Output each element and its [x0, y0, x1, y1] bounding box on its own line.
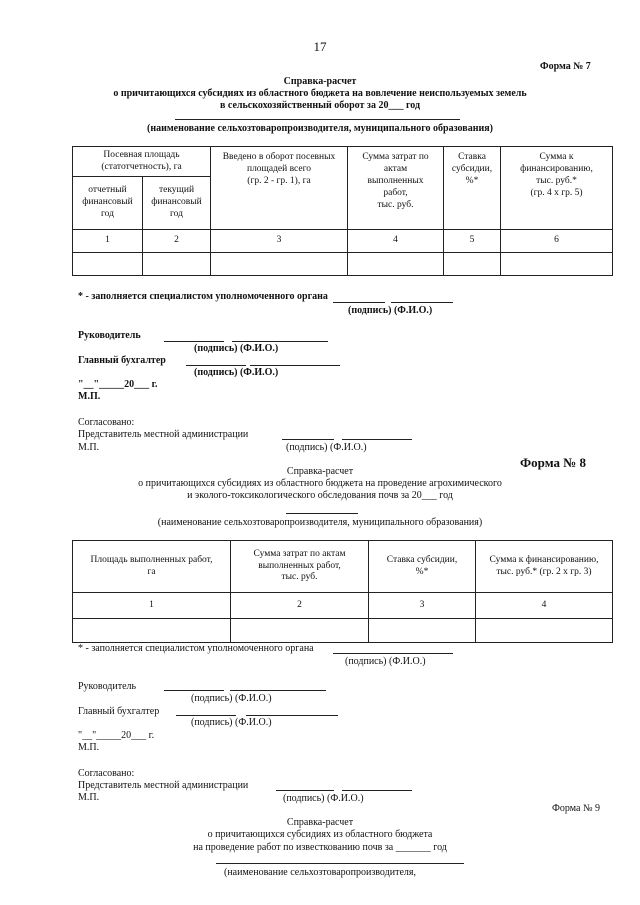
- form7-header-prev-year: отчетный финансовый год: [73, 177, 143, 230]
- form7-header-curr-year: текущий финансовый год: [143, 177, 211, 230]
- form8-title: Справка-расчет: [286, 466, 354, 477]
- form8-acc-sign-line[interactable]: [176, 715, 236, 716]
- form7-date: "__"_____20___ г.: [78, 379, 158, 390]
- form8-footnote: * - заполняется специалистом уполномоченного органа: [78, 643, 314, 654]
- form7-rep-fio-line[interactable]: [342, 439, 412, 440]
- form7-subtitle-1: о причитающихся субсидиях из областного бюджета на вовлечение неиспользуемых земель: [113, 88, 527, 99]
- form7-header-introduced: Введено в оборот посевных площадей всего (гр. 2 - гр. 1), га: [211, 147, 348, 230]
- form8-mp2: М.П.: [78, 792, 100, 803]
- form7-mp2: М.П.: [78, 442, 100, 453]
- form7-accountant-label: Главный бухгалтер: [78, 355, 166, 366]
- form7-col-num: 4: [348, 230, 444, 253]
- form7-rep-sign-line[interactable]: [282, 439, 334, 440]
- form7-col-num: 1: [73, 230, 143, 253]
- form7-head-label: Руководитель: [78, 330, 141, 341]
- form9-subtitle-2: на проведение работ по известкованию почв за _______ год: [193, 842, 447, 853]
- form9-subtitle-1: о причитающихся субсидиях из областного бюджета: [207, 829, 433, 840]
- form7-col-num: 5: [444, 230, 501, 253]
- form8-label: Форма № 8: [520, 455, 587, 470]
- form8-empty-cell[interactable]: [231, 619, 369, 643]
- form7-col-num: 2: [143, 230, 211, 253]
- form8-empty-cell[interactable]: [73, 619, 231, 643]
- form7-head-fio-line[interactable]: [232, 341, 328, 342]
- form8-header-rate: Ставка субсидии, %*: [369, 541, 476, 593]
- form7-empty-cell[interactable]: [501, 253, 613, 276]
- form8-sign-caption: (подпись) (Ф.И.О.): [345, 656, 426, 667]
- form7-header-sown: Посевная площадь (статотчетность), га: [73, 147, 211, 177]
- form8-subtitle-1: о причитающихся субсидиях из областного бюджета на проведение агрохимического: [138, 478, 502, 489]
- form8-header-area: Площадь выполненных работ, га: [73, 541, 231, 593]
- form7-name-line: [175, 119, 460, 120]
- form8-header-costs: Сумма затрат по актам выполненных работ, тыс. руб.: [231, 541, 369, 593]
- form8-head-fio-line[interactable]: [230, 690, 326, 691]
- form8-col-num: 1: [73, 593, 231, 619]
- form7-fio-line[interactable]: [391, 302, 453, 303]
- form7-acc-sign-line[interactable]: [186, 365, 246, 366]
- form8-subtitle-2: и эколого-токсикологического обследования почв за 20___ год: [187, 490, 453, 501]
- form8-empty-cell[interactable]: [369, 619, 476, 643]
- form7-empty-cell[interactable]: [348, 253, 444, 276]
- form8-header-sum: Сумма к финансированию, тыс. руб.* (гр. 2 х гр. 3): [476, 541, 613, 593]
- form9-name-caption: (наименование сельхозтоваропроизводителя,: [223, 867, 416, 878]
- form7-subtitle-2: в сельскохозяйственный оборот за 20___ год: [220, 100, 420, 111]
- form7-label: Форма № 7: [540, 61, 591, 72]
- form8-acc-fio-line[interactable]: [246, 715, 338, 716]
- form7-sign-caption: (подпись) (Ф.И.О.): [348, 305, 433, 316]
- form7-empty-cell[interactable]: [444, 253, 501, 276]
- form8-col-num: 4: [476, 593, 613, 619]
- form7-title: Справка-расчет: [283, 76, 357, 87]
- form7-head-sign-line[interactable]: [164, 341, 224, 342]
- form8-accountant-label: Главный бухгалтер: [78, 706, 160, 717]
- form8-head-caption: (подпись) (Ф.И.О.): [191, 693, 272, 704]
- form8-mp: М.П.: [78, 742, 100, 753]
- form7-table: [72, 146, 613, 276]
- form8-rep-caption: (подпись) (Ф.И.О.): [283, 793, 364, 804]
- form7-acc-fio-line[interactable]: [250, 365, 340, 366]
- form7-head-caption: (подпись) (Ф.И.О.): [194, 343, 279, 354]
- form7-name-caption: (наименование сельхозтоваропроизводителя, муниципального образования): [147, 123, 493, 134]
- form8-col-num: 3: [369, 593, 476, 619]
- form7-rep-label: Представитель местной администрации: [78, 429, 249, 440]
- form8-accountant-caption: (подпись) (Ф.И.О.): [191, 717, 272, 728]
- form8-rep-fio-line[interactable]: [342, 790, 412, 791]
- form8-col-num: 2: [231, 593, 369, 619]
- form7-mp: М.П.: [78, 391, 101, 402]
- form7-agreed: Согласовано:: [78, 417, 135, 428]
- form8-date: "__"_____20___ г.: [78, 730, 155, 741]
- form7-col-num: 6: [501, 230, 613, 253]
- form7-col-num: 3: [211, 230, 348, 253]
- form8-head-sign-line[interactable]: [164, 690, 224, 691]
- form8-agreed: Согласовано:: [78, 768, 135, 779]
- form9-name-line: [216, 863, 464, 864]
- form8-sign-line[interactable]: [333, 653, 453, 654]
- form8-table: [72, 540, 613, 643]
- form7-empty-cell[interactable]: [73, 253, 143, 276]
- form8-empty-cell[interactable]: [476, 619, 613, 643]
- form7-accountant-caption: (подпись) (Ф.И.О.): [194, 367, 279, 378]
- form8-name-line: [286, 513, 358, 514]
- form7-header-rate: Ставка субсидии, %*: [444, 147, 501, 230]
- form7-empty-cell[interactable]: [143, 253, 211, 276]
- form9-label: Форма № 9: [552, 803, 600, 814]
- form8-rep-label: Представитель местной администрации: [78, 780, 249, 791]
- form7-footnote: * - заполняется специалистом уполномоченного органа: [78, 291, 328, 302]
- form9-title: Справка-расчет: [286, 817, 354, 828]
- form7-header-sum: Сумма к финансированию, тыс. руб.* (гр. 4 х гр. 5): [501, 147, 613, 230]
- form7-empty-cell[interactable]: [211, 253, 348, 276]
- form8-rep-sign-line[interactable]: [276, 790, 334, 791]
- form7-header-costs: Сумма затрат по актам выполненных работ, тыс. руб.: [348, 147, 444, 230]
- page-number: 17: [313, 39, 327, 54]
- form8-name-caption: (наименование сельхозтоваропроизводителя, муниципального образования): [157, 517, 483, 528]
- form7-rep-caption: (подпись) (Ф.И.О.): [286, 442, 367, 453]
- form7-sign-line[interactable]: [333, 302, 385, 303]
- form8-head-label: Руководитель: [78, 681, 137, 692]
